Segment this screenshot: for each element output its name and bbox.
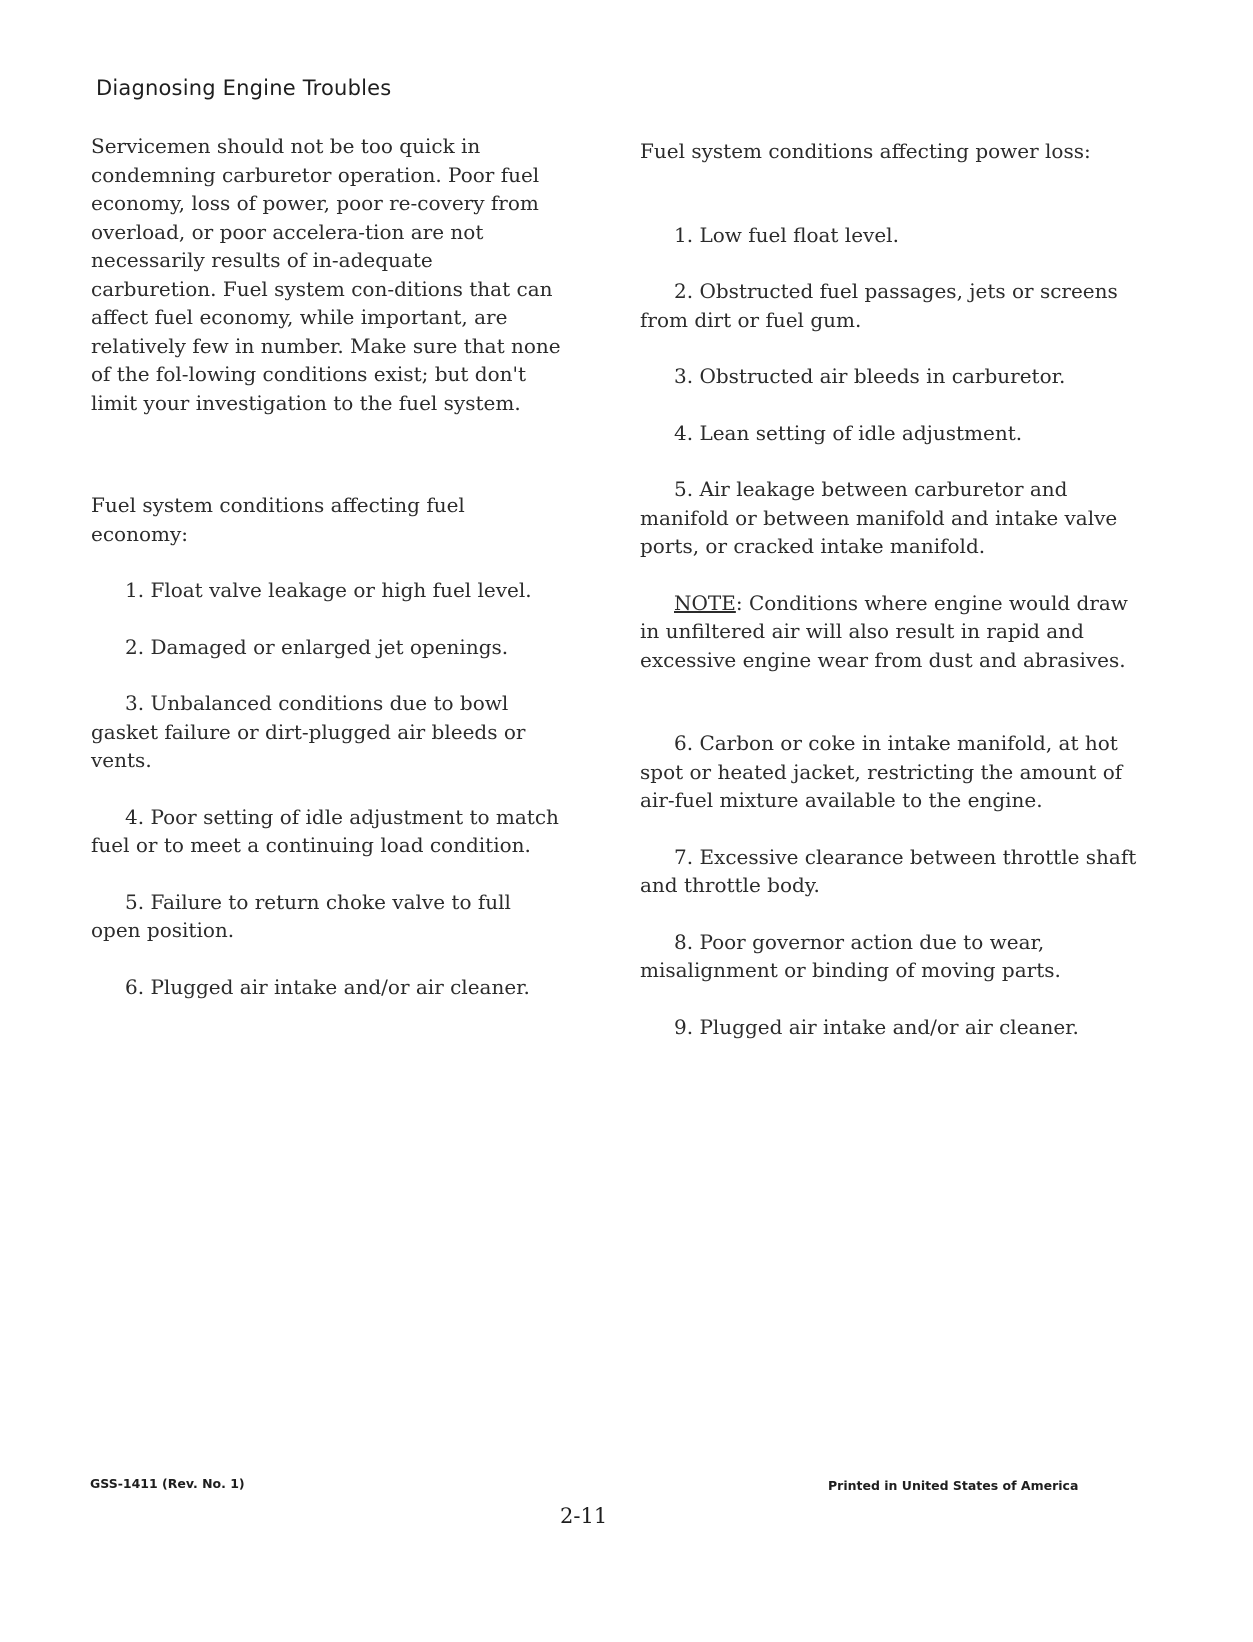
economy-item-2: 2. Damaged or enlarged jet openings.: [125, 634, 509, 659]
note-paragraph: [640, 589, 1150, 675]
economy-item-5: 5. Failure to return choke valve to full open position.: [91, 889, 511, 942]
power-item-2: 2. Obstructed fuel passages, jets or screens from dirt or fuel gum.: [640, 279, 1118, 332]
document-id: GSS-1411 (Rev. No. 1): [90, 1476, 245, 1491]
intro-paragraph: Servicemen should not be too quick in condemning carburetor operation. Poor fuel economy, loss of power, poor re-covery from overload, or poor accelera-tion are not necessarily results of in-adequate carburetion. Fuel system con-ditions that can affect fuel economy, while important, are relatively few in number. Make sure that none of the fol-lowing conditions exist; but don't limit your investigation to the fuel system.: [91, 134, 561, 415]
economy-item-1: 1. Float valve leakage or high fuel level.: [125, 578, 532, 602]
note-text: : Conditions where engine would draw in unfiltered air will also result in rapid and excessive engine wear from dust and abrasives.: [640, 590, 1128, 672]
power-item-7: 7. Excessive clearance between throttle shaft and throttle body.: [640, 844, 1137, 897]
economy-section-title: Fuel system conditions affecting fuel economy:: [91, 493, 465, 546]
right-column: [640, 137, 1150, 1041]
power-section-title: Fuel system conditions affecting power loss:: [640, 139, 1091, 163]
page-heading: Diagnosing Engine Troubles: [96, 76, 392, 100]
printed-in-label: Printed in United States of America: [828, 1478, 1079, 1493]
power-item-9: 9. Plugged air intake and/or air cleaner.: [674, 1014, 1079, 1039]
economy-item-6: 6. Plugged air intake and/or air cleaner.: [125, 974, 530, 999]
note-label: NOTE: [674, 590, 736, 615]
page-number: 2-11: [560, 1504, 608, 1528]
power-item-5: 5. Air leakage between carburetor and manifold or between manifold and intake valve ports, or cracked intake manifold.: [640, 477, 1118, 558]
power-item-4: 4. Lean setting of idle adjustment.: [674, 420, 1023, 445]
power-item-1: 1. Low fuel float level.: [674, 222, 899, 247]
power-item-8: 8. Poor governor action due to wear, misalignment or binding of moving parts.: [640, 929, 1061, 982]
power-item-6: 6. Carbon or coke in intake manifold, at hot spot or heated jacket, restricting the amount of air-fuel mixture available to the engine.: [640, 731, 1123, 812]
left-column: [91, 132, 561, 1001]
economy-item-3: 3. Unbalanced conditions due to bowl gasket failure or dirt-plugged air bleeds or vents.: [91, 691, 526, 772]
economy-item-4: 4. Poor setting of idle adjustment to match fuel or to meet a continuing load condition.: [91, 804, 559, 857]
power-item-3: 3. Obstructed air bleeds in carburetor.: [674, 364, 1066, 388]
